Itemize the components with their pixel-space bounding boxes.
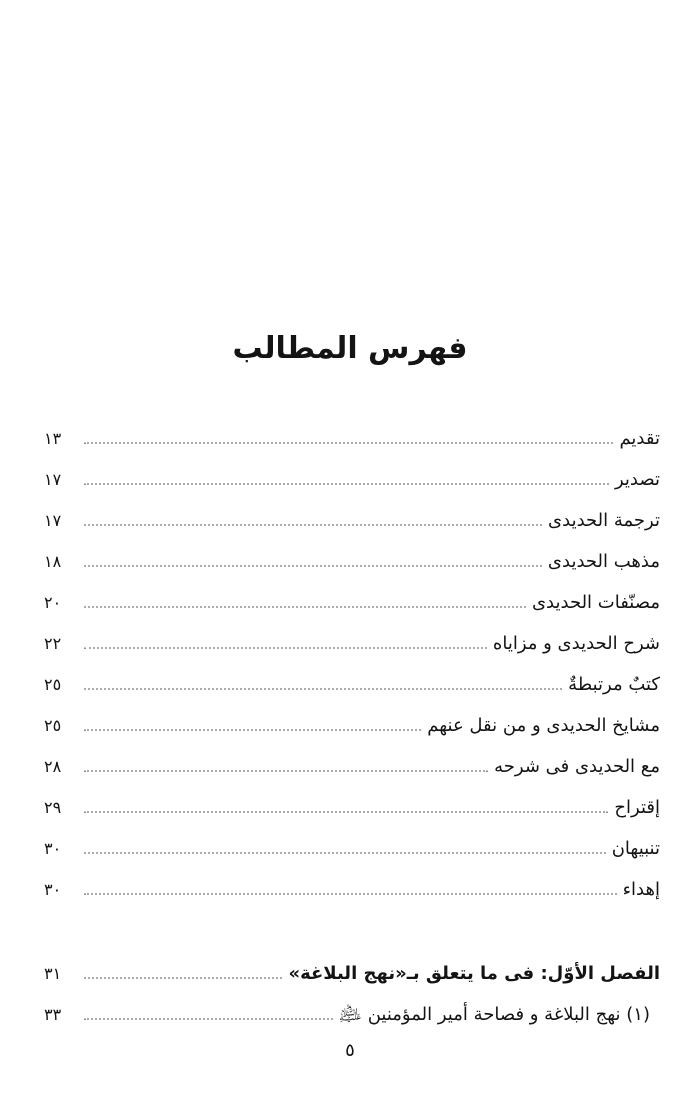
dot-leader bbox=[84, 688, 562, 690]
toc-entry-page: ٢٩ bbox=[44, 798, 62, 817]
toc-entry-page: ١٧ bbox=[44, 470, 62, 489]
toc-entry bbox=[44, 624, 660, 665]
toc-entry-label: تقديم bbox=[619, 428, 660, 449]
toc-entry bbox=[44, 460, 660, 501]
toc-entry bbox=[44, 419, 660, 460]
toc-entry-label: إهداء bbox=[622, 879, 660, 900]
toc-entry-page: ٣١ bbox=[44, 964, 62, 983]
toc-entry bbox=[44, 870, 660, 911]
toc-entry bbox=[44, 995, 660, 1036]
toc-entry-label: مشايخ الحديدى و من نقل عنهم bbox=[427, 715, 660, 736]
toc-entry-label: مصنّفات الحديدى bbox=[531, 592, 660, 613]
toc-entry-page: ٢٠ bbox=[44, 593, 62, 612]
toc-entry-page: ٢٢ bbox=[44, 634, 62, 653]
toc-entry-page: ٣٠ bbox=[44, 839, 62, 858]
toc-entry bbox=[44, 665, 660, 706]
toc-entry-page: ٢٥ bbox=[44, 716, 62, 735]
toc-entry bbox=[44, 583, 660, 624]
toc-entry-page: ٣٣ bbox=[44, 1005, 62, 1024]
toc-entry bbox=[44, 829, 660, 870]
toc-entry-page: ١٨ bbox=[44, 552, 62, 571]
page-title: فهرس المطالب bbox=[232, 331, 468, 366]
toc-entry-label: ترجمة الحديدى bbox=[548, 510, 660, 531]
toc-entry-label: إقتراح bbox=[614, 797, 660, 818]
dot-leader bbox=[84, 770, 488, 772]
dot-leader bbox=[84, 606, 526, 608]
toc-entry-page: ٢٨ bbox=[44, 757, 62, 776]
dot-leader bbox=[84, 524, 542, 526]
toc-list bbox=[44, 419, 660, 1036]
toc-entry bbox=[44, 542, 660, 583]
dot-leader bbox=[84, 893, 617, 895]
toc-entry-page: ٢٥ bbox=[44, 675, 62, 694]
toc-entry-label: مع الحديدى فى شرحه bbox=[494, 756, 660, 777]
dot-leader bbox=[84, 565, 542, 567]
dot-leader bbox=[84, 442, 613, 444]
toc-entry-page: ١٣ bbox=[44, 429, 62, 448]
dot-leader bbox=[84, 483, 609, 485]
toc-entry-label: شرح الحديدى و مزاياه bbox=[492, 633, 660, 654]
toc-entry bbox=[44, 747, 660, 788]
toc-entry-label: مذهب الحديدى bbox=[547, 551, 660, 572]
toc-entry-page: ١٧ bbox=[44, 511, 62, 530]
dot-leader bbox=[84, 647, 487, 649]
toc-entry-label: (١) نهج البلاغة و فصاحة أمير المؤمنين ﵇ bbox=[338, 1004, 650, 1025]
toc-entry-label: تصدير bbox=[614, 469, 660, 490]
dot-leader bbox=[84, 852, 606, 854]
toc-entry-chapter bbox=[44, 954, 660, 995]
dot-leader bbox=[84, 977, 282, 979]
toc-entry-label: الفصل الأوّل: فى ما يتعلق بـ«نهج البلاغة» bbox=[288, 963, 660, 984]
toc-entry bbox=[44, 788, 660, 829]
dot-leader bbox=[84, 1018, 333, 1020]
dot-leader bbox=[84, 811, 608, 813]
dot-leader bbox=[84, 729, 421, 731]
toc-entry bbox=[44, 501, 660, 542]
toc-entry-page: ٣٠ bbox=[44, 880, 62, 899]
folio-number: ٥ bbox=[345, 1040, 355, 1061]
toc-entry-label: تنبيهان bbox=[611, 838, 660, 859]
toc-entry bbox=[44, 706, 660, 747]
toc-entry-label: كتبٌ مرتبطةٌ bbox=[568, 674, 660, 695]
